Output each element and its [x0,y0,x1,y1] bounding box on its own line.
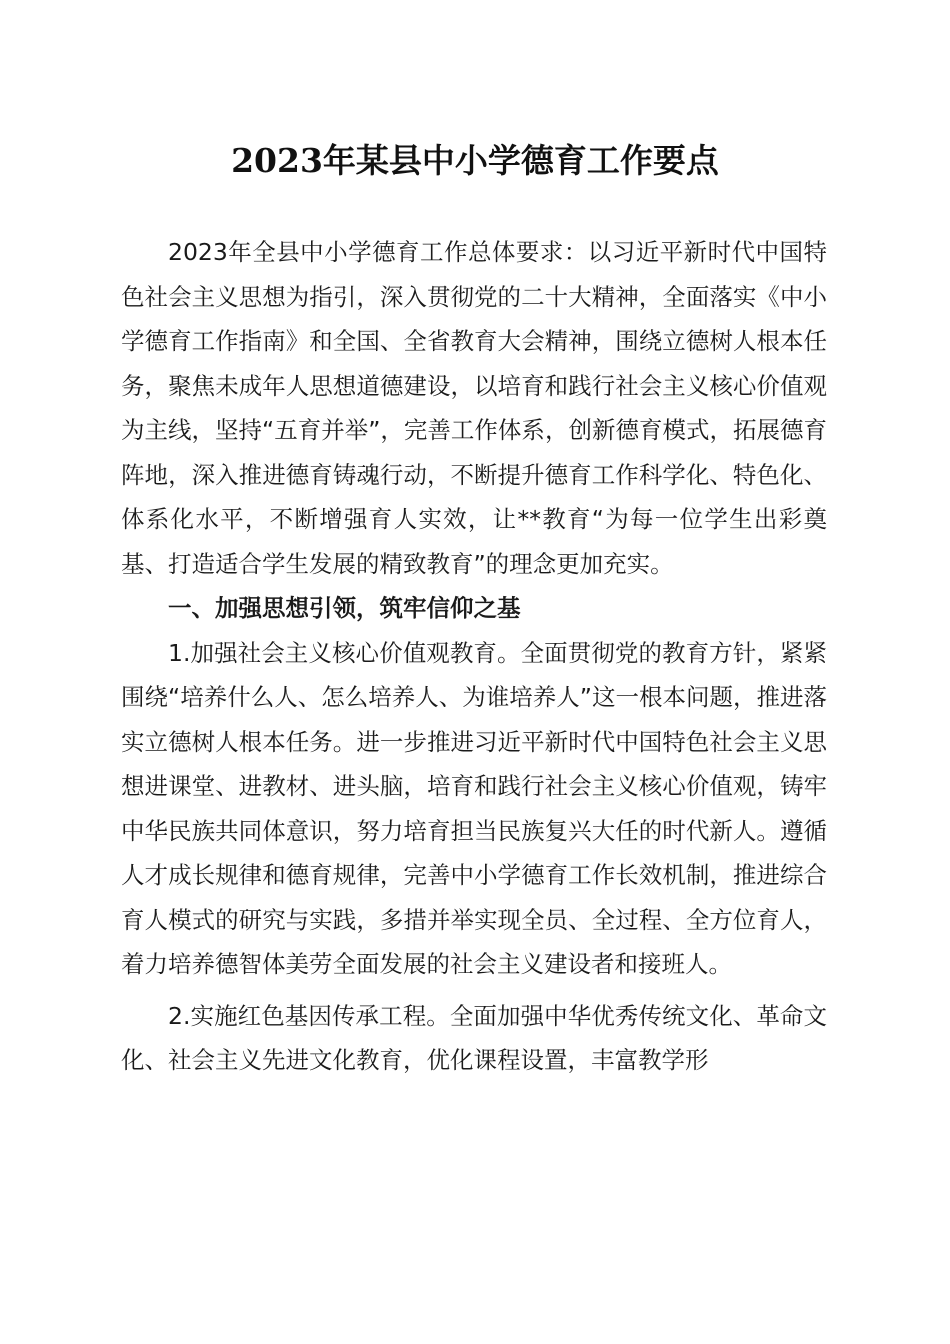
document-body [121,230,827,1083]
item-paragraph-2: 2.实施红色基因传承工程。全面加强中华优秀传统文化、革命文化、社会主义先进文化教育，优化课程设置，丰富教学形 [121,1001,827,1074]
document-title: 2023年某县中小学德育工作要点 [231,141,719,180]
item-paragraph-1: 1.加强社会主义核心价值观教育。全面贯彻党的教育方针，紧紧围绕“培养什么人、怎么培养人、为谁培养人”这一根本问题，推进落实立德树人根本任务。进一步推进习近平新时代中国特色社会主义思想进课堂、进教材、进头脑，培育和践行社会主义核心价值观，铸牢中华民族共同体意识，努力培育担当民族复兴大任的时代新人。遵循人才成长规律和德育规律，完善中小学德育工作长效机制，推进综合育人模式的研究与实践，多措并举实现全员、全过程、全方位育人，着力培养德智体美劳全面发展的社会主义建设者和接班人。 [121,638,827,978]
intro-paragraph: 2023年全县中小学德育工作总体要求：以习近平新时代中国特色社会主义思想为指引，深入贯彻党的二十大精神，全面落实《中小学德育工作指南》和全国、全省教育大会精神，围绕立德树人根本任务，聚焦未成年人思想道德建设，以培育和践行社会主义核心价值观为主线，坚持“五育并举”，完善工作体系，创新德育模式，拓展德育阵地，深入推进德育铸魂行动，不断提升德育工作科学化、特色化、体系化水平，不断增强育人实效，让**教育“为每一位学生出彩奠基、打造适合学生发展的精致教育”的理念更加充实。 [121,238,827,578]
section-heading-1: 一、加强思想引领，筑牢信仰之基 [168,594,521,622]
